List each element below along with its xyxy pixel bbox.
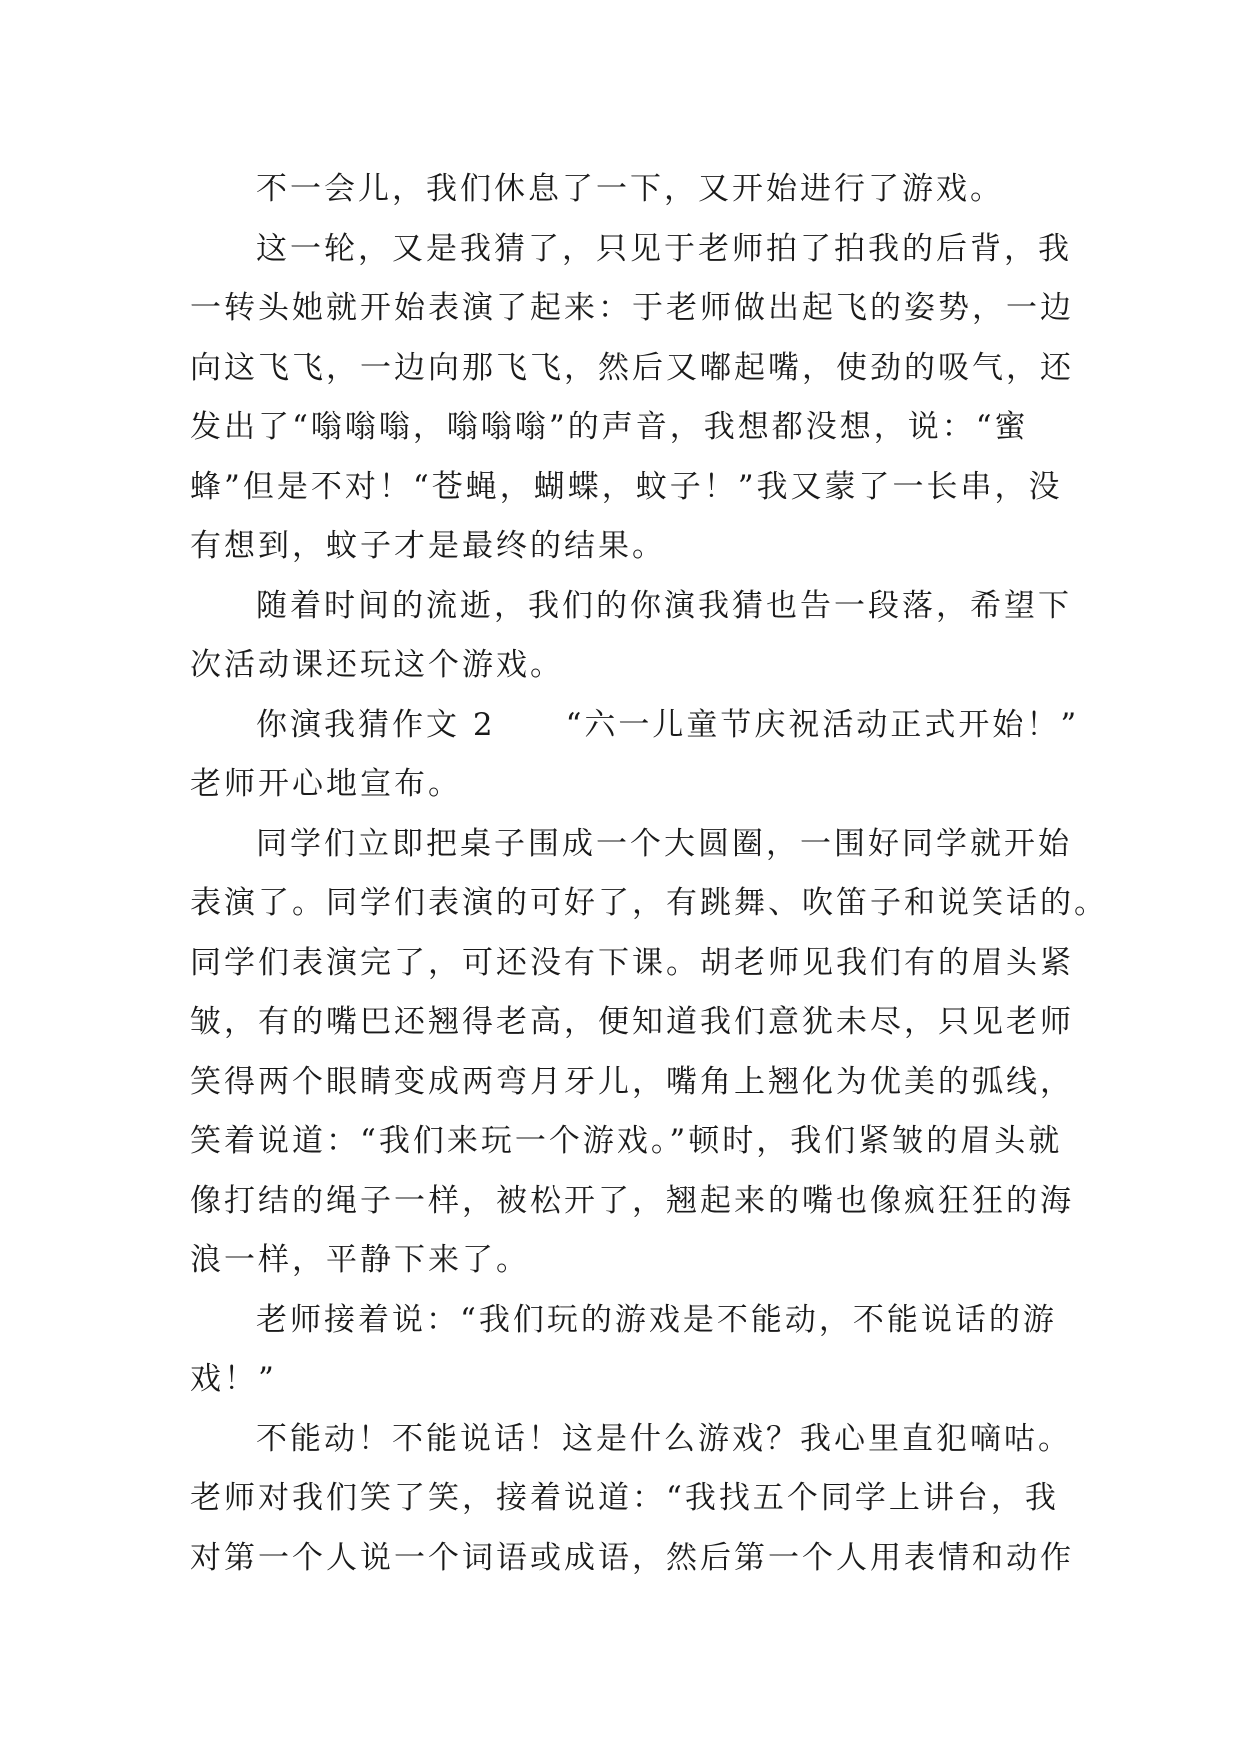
text-line: 同学们立即把桌子围成一个大圆圈，一围好同学就开始 bbox=[256, 825, 1072, 862]
text-line: 蜂”但是不对！“苍蝇，蝴蝶，蚊子！”我又蒙了一长串，没 bbox=[190, 468, 1063, 505]
text-line: 笑着说道：“我们来玩一个游戏。”顿时，我们紧皱的眉头就 bbox=[190, 1123, 1063, 1159]
text-line: 不能动！不能说话！这是什么游戏？我心里直犯嘀咕。 bbox=[256, 1420, 1072, 1457]
text-line: 随着时间的流逝，我们的你演我猜也告一段落，希望下 bbox=[256, 587, 1072, 624]
text-line: 老师对我们笑了笑，接着说道：“我找五个同学上讲台，我 bbox=[190, 1480, 1059, 1516]
text-line: 发出了“嗡嗡嗡，嗡嗡嗡”的声音，我想都没想，说：“蜜 bbox=[190, 409, 1029, 445]
section-heading: 你演我猜作文 2 bbox=[256, 706, 496, 743]
text-line: 老师接着说：“我们玩的游戏是不能动，不能说话的游 bbox=[256, 1301, 1057, 1338]
text-line: 皱，有的嘴巴还翘得老高，便知道我们意犹未尽，只见老师 bbox=[190, 1004, 1074, 1040]
section-heading-line: 你演我猜作文 2 “六一儿童节庆祝活动正式开始！” bbox=[256, 706, 1080, 743]
text-line: 这一轮，又是我猜了，只见于老师拍了拍我的后背，我 bbox=[256, 230, 1072, 267]
text-line: 表演了。同学们表演的可好了，有跳舞、吹笛子和说笑话的。 bbox=[190, 885, 1108, 921]
text-line: 浪一样，平静下来了。 bbox=[190, 1242, 530, 1278]
text-line: 像打结的绳子一样，被松开了，翘起来的嘴也像疯狂狂的海 bbox=[190, 1182, 1074, 1219]
text-line: 老师开心地宣布。 bbox=[190, 766, 462, 802]
text-line: 次活动课还玩这个游戏。 bbox=[190, 647, 564, 683]
text-line: 有想到，蚊子才是最终的结果。 bbox=[190, 528, 666, 564]
text-line: 向这飞飞，一边向那飞飞，然后又嘟起嘴，使劲的吸气，还 bbox=[190, 349, 1074, 386]
document-body bbox=[190, 160, 1108, 1588]
text-line: 一转头她就开始表演了起来：于老师做出起飞的姿势，一边 bbox=[190, 290, 1074, 326]
text-line: 不一会儿，我们休息了一下，又开始进行了游戏。 bbox=[256, 171, 1004, 207]
text-line: 笑得两个眼睛变成两弯月牙儿，嘴角上翘化为优美的弧线， bbox=[190, 1063, 1074, 1100]
text-line: 同学们表演完了，可还没有下课。胡老师见我们有的眉头紧 bbox=[190, 944, 1074, 981]
text-line: 戏！” bbox=[190, 1361, 277, 1397]
text-line: 对第一个人说一个词语或成语，然后第一个人用表情和动作 bbox=[190, 1539, 1074, 1576]
